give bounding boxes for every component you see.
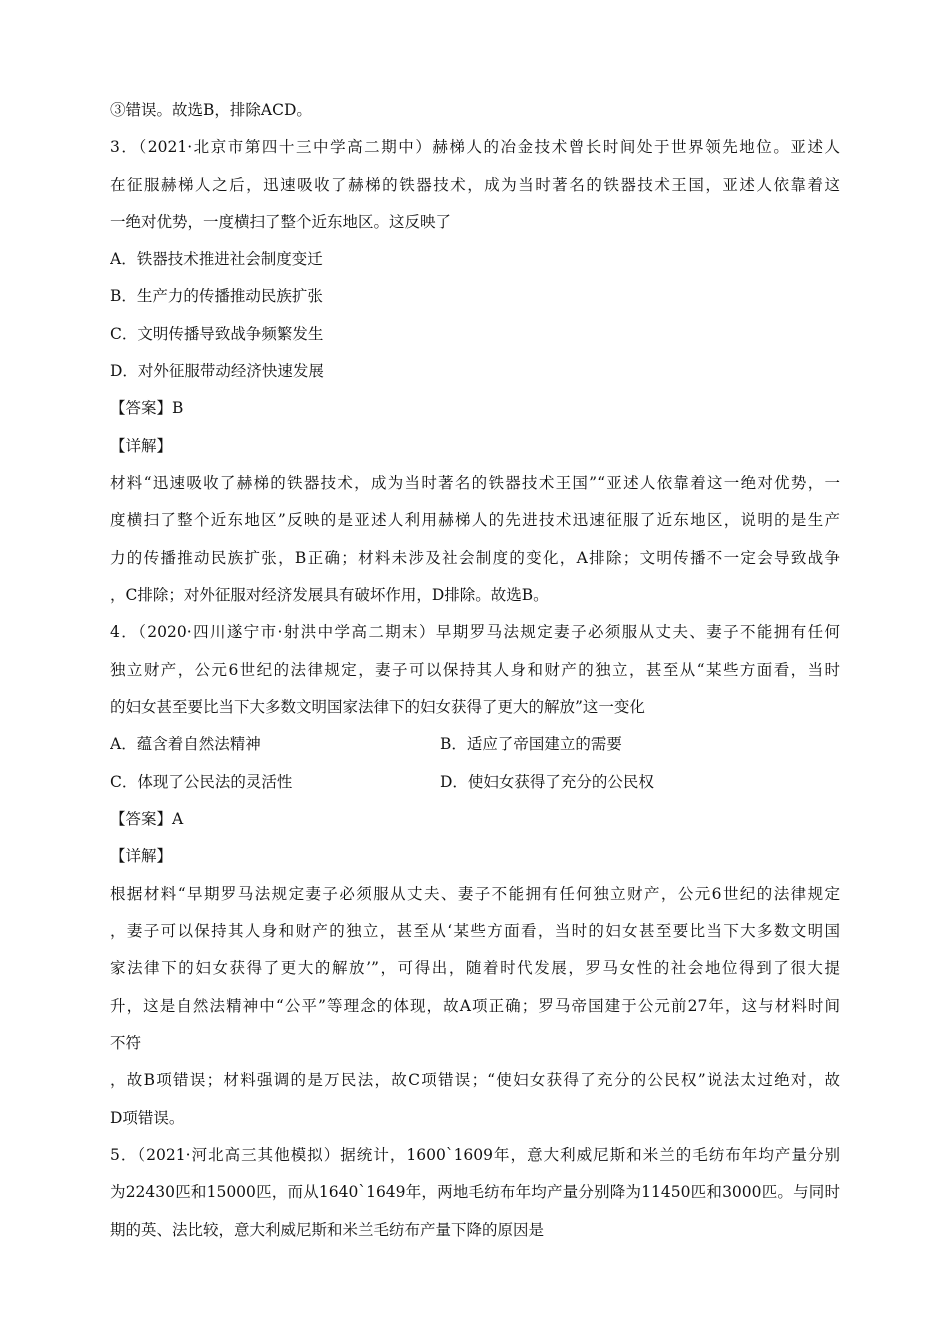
question-3-option-c: C．文明传播导致战争频繁发生: [110, 325, 324, 343]
question-4-explanation-line-3: 家法律下的妇女获得了更大的解放’”，可得出，随着时代发展，罗马女性的社会地位得到了很大提: [110, 959, 840, 977]
question-4-option-c: C．体现了公民法的灵活性: [110, 773, 293, 791]
answer-continuation-line: ③错误。故选B，排除ACD。: [110, 101, 312, 119]
question-4-explanation-heading: 【详解】: [110, 847, 173, 865]
question-5-stem-line-1: 5．（2021·河北高三其他模拟）据统计，1600`1609年，意大利威尼斯和米兰的毛纺布年均产量分别: [110, 1146, 840, 1164]
question-4-explanation-line-1: 根据材料“早期罗马法规定妻子必须服从丈夫、妻子不能拥有任何独立财产，公元6世纪的法律规定: [110, 885, 840, 903]
question-5-stem-line-3: 期的英、法比较，意大利威尼斯和米兰毛纺布产量下降的原因是: [110, 1221, 545, 1239]
question-4-answer: 【答案】A: [110, 810, 184, 828]
question-4-explanation-line-2: ，妻子可以保持其人身和财产的独立，甚至从‘某些方面看，当时的妇女甚至要比当下大多数文明国: [110, 922, 840, 940]
question-4-explanation-line-6: ，故B项错误；材料强调的是万民法，故C项错误；“使妇女获得了充分的公民权”说法太过绝对，故: [110, 1071, 840, 1089]
question-4-option-a: A．蕴含着自然法精神: [110, 735, 261, 753]
question-3-option-d: D．对外征服带动经济快速发展: [110, 362, 324, 380]
question-4-explanation-line-5: 不符: [110, 1034, 142, 1052]
question-3-explanation-line-3: 力的传播推动民族扩张，B正确；材料未涉及社会制度的变化，A排除；文明传播不一定会导致战争: [110, 549, 840, 567]
question-4-stem-line-3: 的妇女甚至要比当下大多数文明国家法律下的妇女获得了更大的解放”这一变化: [110, 698, 645, 716]
question-3-option-b: B．生产力的传播推动民族扩张: [110, 287, 323, 305]
question-3-stem-line-1: 3．（2021·北京市第四十三中学高二期中）赫梯人的冶金技术曾长时间处于世界领先地位。亚述人: [110, 138, 840, 156]
question-3-answer: 【答案】B: [110, 399, 184, 417]
question-4-explanation-line-4: 升，这是自然法精神中“公平”等理念的体现，故A项正确；罗马帝国建于公元前27年，这与材料时间: [110, 997, 840, 1015]
question-5-stem-line-2: 为22430匹和15000匹，而从1640`1649年，两地毛纺布年均产量分别降为11450匹和3000匹。与同时: [110, 1183, 840, 1201]
question-4-stem-line-1: 4．（2020·四川遂宁市·射洪中学高二期末）早期罗马法规定妻子必须服从丈夫、妻子不能拥有任何: [110, 623, 840, 641]
question-4-option-d: D．使妇女获得了充分的公民权: [440, 773, 654, 791]
question-4-explanation-line-7: D项错误。: [110, 1109, 185, 1127]
question-3-explanation-line-1: 材料“迅速吸收了赫梯的铁器技术，成为当时著名的铁器技术王国”“亚述人依靠着这一绝对优势，一: [110, 474, 840, 492]
question-3-explanation-line-2: 度横扫了整个近东地区”反映的是亚述人利用赫梯人的先进技术迅速征服了近东地区，说明的是生产: [110, 511, 840, 529]
question-3-stem-line-3: 一绝对优势，一度横扫了整个近东地区。这反映了: [110, 213, 452, 231]
question-3-explanation-line-4: ，C排除；对外征服对经济发展具有破坏作用，D排除。故选B。: [110, 586, 549, 604]
question-3-option-a: A．铁器技术推进社会制度变迁: [110, 250, 323, 268]
question-4-stem-line-2: 独立财产，公元6世纪的法律规定，妻子可以保持其人身和财产的独立，甚至从“某些方面看，当时: [110, 661, 840, 679]
question-3-stem-line-2: 在征服赫梯人之后，迅速吸收了赫梯的铁器技术，成为当时著名的铁器技术王国，亚述人依靠着这: [110, 176, 840, 194]
question-4-option-b: B．适应了帝国建立的需要: [440, 735, 622, 753]
question-3-explanation-heading: 【详解】: [110, 437, 173, 455]
